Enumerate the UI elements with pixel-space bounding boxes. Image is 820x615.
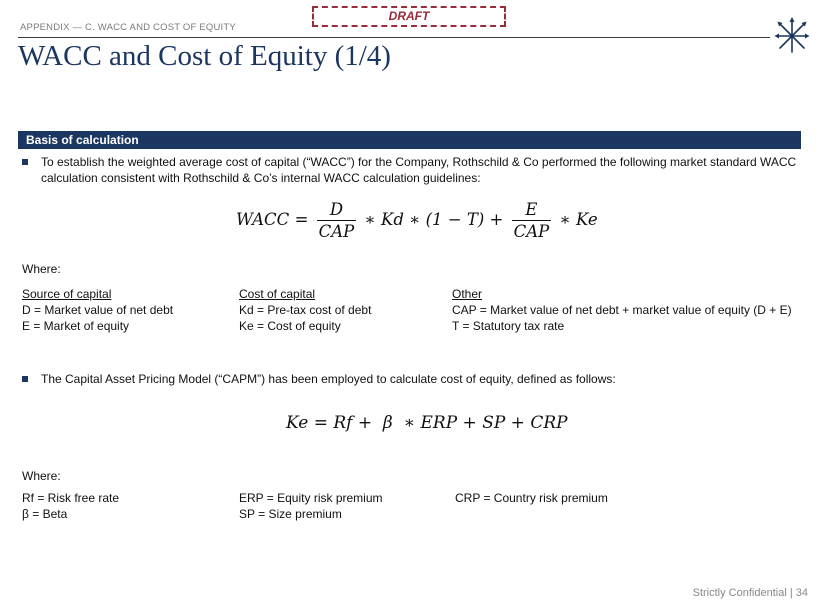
- rothschild-arrows-logo-icon: [774, 16, 810, 56]
- definition-line: Kd = Pre-tax cost of debt: [239, 303, 372, 317]
- capm-definitions-col3: [455, 490, 608, 506]
- bullet-icon: [22, 159, 28, 165]
- fraction-denominator: CAP: [318, 222, 355, 241]
- page-title: WACC and Cost of Equity (1/4): [18, 40, 391, 72]
- definition-line: T = Statutory tax rate: [452, 319, 565, 333]
- section-header: Basis of calculation: [18, 131, 801, 149]
- formula-tail: ∗ Ke: [559, 210, 598, 229]
- definition-line: β = Beta: [22, 507, 68, 521]
- bullet-text-wacc: [41, 154, 796, 186]
- draft-stamp: DRAFT: [312, 6, 506, 27]
- definitions-other: [452, 286, 792, 334]
- fraction-numerator: E: [512, 199, 552, 221]
- formula-fraction-equity: [512, 199, 552, 242]
- formula-middle: ∗ Kd ∗ (1 − T) +: [364, 210, 504, 229]
- formula-lhs: WACC: [236, 210, 290, 229]
- formula-equals: =: [294, 210, 309, 229]
- fraction-denominator: CAP: [513, 222, 550, 241]
- definition-line: CAP = Market value of net debt + market value of equity (D + E): [452, 303, 792, 317]
- footer-separator: |: [789, 587, 793, 599]
- definition-line: SP = Size premium: [239, 507, 342, 521]
- where-label: Where:: [22, 469, 61, 483]
- bullet-text-line: calculation consistent with Rothschild & Co’s internal WACC calculation guidelines:: [41, 171, 481, 185]
- fraction-numerator: D: [317, 199, 357, 221]
- definition-line: CRP = Country risk premium: [455, 491, 608, 505]
- definition-line: ERP = Equity risk premium: [239, 491, 383, 505]
- definitions-heading: Cost of capital: [239, 287, 316, 301]
- bullet-text-line: To establish the weighted average cost of capital (“WACC”) for the Company, Rothschild & Co performed the following market standard WACC: [41, 155, 797, 169]
- definitions-source-of-capital: [22, 286, 173, 334]
- capm-definitions-col2: [239, 490, 383, 522]
- capm-formula: Ke = Rf + β ∗ ERP + SP + CRP: [286, 413, 568, 433]
- bullet-icon: [22, 376, 28, 382]
- breadcrumb: APPENDIX — C. WACC AND COST OF EQUITY: [20, 22, 236, 33]
- where-label: Where:: [22, 262, 61, 276]
- definition-line: E = Market of equity: [22, 319, 130, 333]
- bullet-text-capm: The Capital Asset Pricing Model (“CAPM”) has been employed to calculate cost of equity, defined as follows:: [41, 372, 616, 386]
- definition-line: Ke = Cost of equity: [239, 319, 341, 333]
- definition-line: D = Market value of net debt: [22, 303, 174, 317]
- header-divider: [18, 37, 770, 38]
- definitions-cost-of-capital: [239, 286, 371, 334]
- definitions-heading: Other: [452, 287, 483, 301]
- definition-line: Rf = Risk free rate: [22, 491, 120, 505]
- wacc-formula: [236, 199, 598, 242]
- footer: [693, 587, 808, 599]
- definitions-heading: Source of capital: [22, 287, 112, 301]
- formula-fraction-debt: [317, 199, 357, 242]
- page-number: 34: [795, 587, 808, 599]
- capm-definitions-col1: [22, 490, 119, 522]
- confidential-label: Strictly Confidential: [692, 587, 787, 599]
